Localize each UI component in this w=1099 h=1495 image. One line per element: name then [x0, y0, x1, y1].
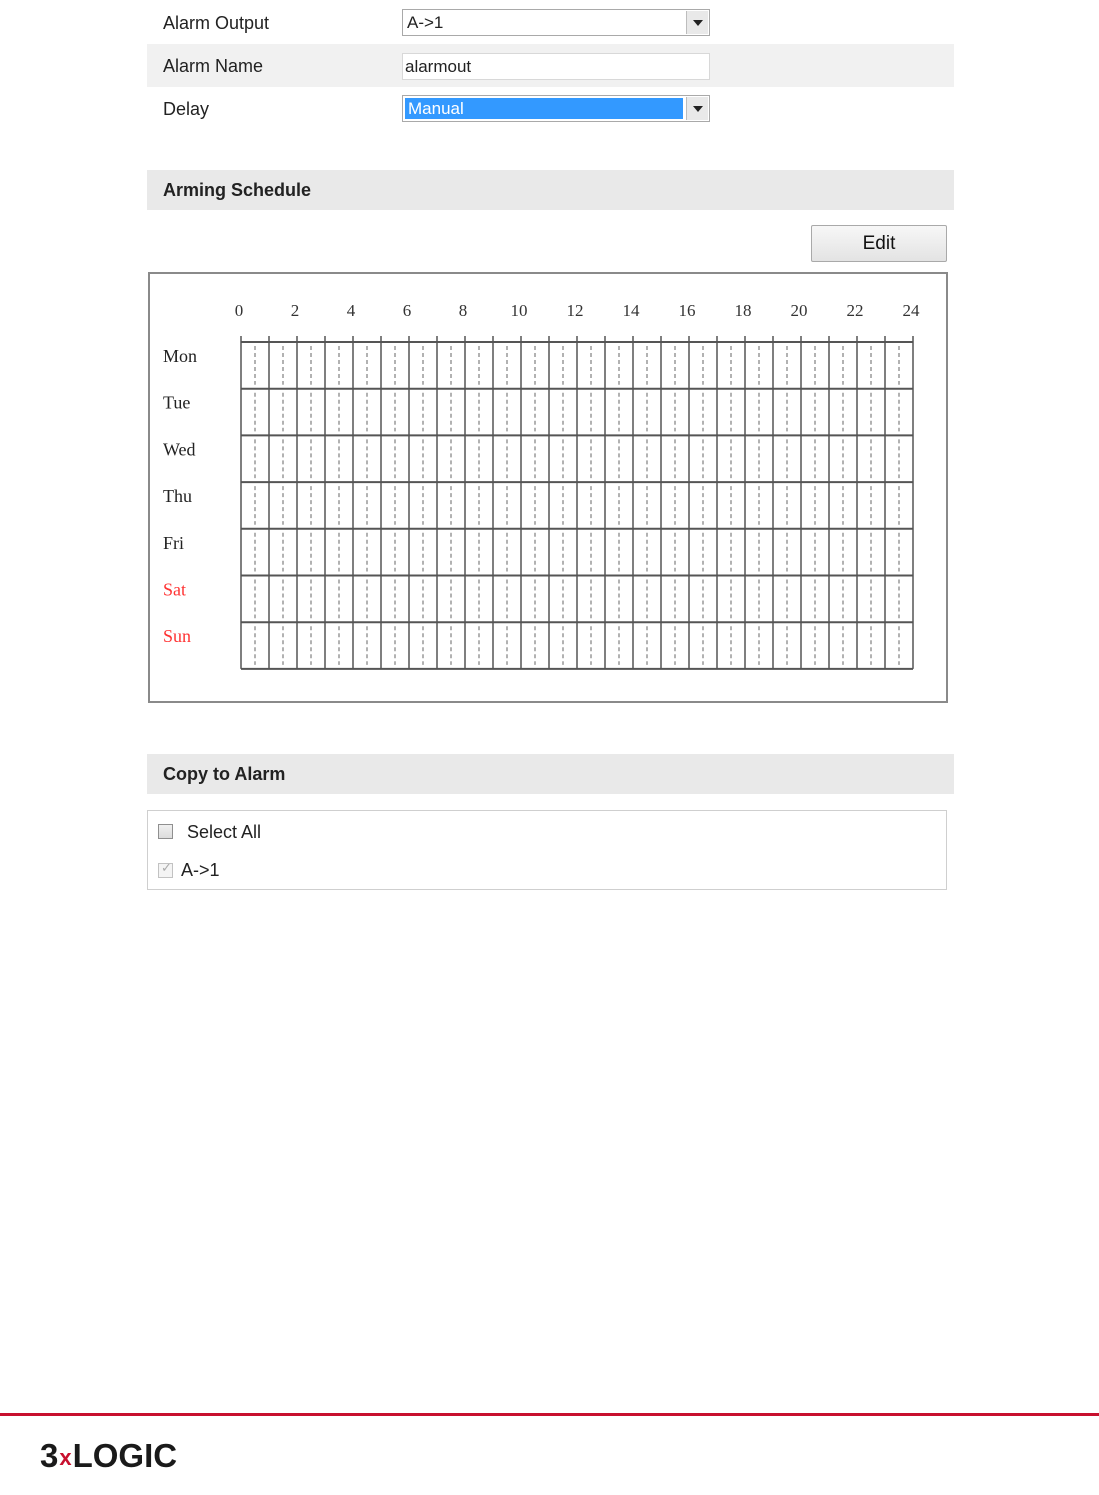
day-label-fri: Fri [163, 532, 185, 553]
logo-suffix: LOGIC [72, 1437, 178, 1474]
hour-tick-label: 16 [678, 301, 696, 320]
hour-tick-label: 2 [290, 301, 300, 320]
day-label-tue: Tue [163, 392, 191, 413]
hour-tick-label: 10 [510, 301, 528, 320]
logo-prefix: 3 [40, 1437, 59, 1474]
delay-label: Delay [163, 99, 210, 119]
hour-tick-label: 0 [234, 301, 244, 320]
delay-select[interactable] [402, 95, 710, 122]
schedule-panel [148, 272, 948, 703]
arming-schedule-title: Arming Schedule [163, 180, 312, 200]
day-label-thu: Thu [163, 486, 192, 507]
dropdown-arrow-icon[interactable] [686, 97, 708, 120]
delay-row [147, 87, 954, 130]
edit-button[interactable]: Edit [811, 225, 947, 262]
delay-value: Manual [405, 98, 683, 119]
day-label-sat: Sat [163, 579, 187, 600]
alarm-name-input[interactable] [402, 53, 710, 80]
alarm-output-select[interactable] [402, 9, 710, 36]
select-all-checkbox[interactable] [158, 824, 173, 839]
hour-tick-label: 24 [902, 301, 920, 320]
schedule-grid[interactable] [150, 274, 946, 701]
copy-to-alarm-title: Copy to Alarm [163, 764, 286, 784]
copy-to-alarm-header [147, 754, 954, 794]
arming-schedule-header [147, 170, 954, 210]
day-label-mon: Mon [163, 346, 198, 366]
hour-tick-label: 18 [734, 301, 752, 320]
day-label-sun: Sun [163, 626, 192, 647]
alarm-output-label: Alarm Output [163, 13, 270, 33]
brand-logo [40, 1437, 177, 1475]
hour-tick-label: 6 [402, 301, 412, 320]
hour-tick-label: 20 [790, 301, 808, 320]
hour-tick-label: 14 [622, 301, 640, 320]
hour-tick-label: 4 [346, 301, 356, 320]
alarm-a1-label: A->1 [181, 860, 220, 880]
hour-tick-label: 8 [458, 301, 468, 320]
copy-to-alarm-panel [147, 810, 947, 890]
footer-divider [0, 1413, 1099, 1416]
dropdown-arrow-icon[interactable] [686, 11, 708, 34]
alarm-output-value: A->1 [407, 13, 444, 32]
alarm-a1-checkbox [158, 863, 173, 878]
alarm-output-row [147, 1, 954, 44]
hour-tick-label: 22 [846, 301, 864, 320]
select-all-label: Select All [187, 822, 262, 842]
alarm-name-value: alarmout [405, 57, 472, 76]
logo-x: x [59, 1445, 72, 1470]
day-label-wed: Wed [163, 439, 196, 460]
alarm-name-row [147, 44, 954, 87]
hour-tick-label: 12 [566, 301, 584, 320]
alarm-name-label: Alarm Name [163, 56, 264, 76]
